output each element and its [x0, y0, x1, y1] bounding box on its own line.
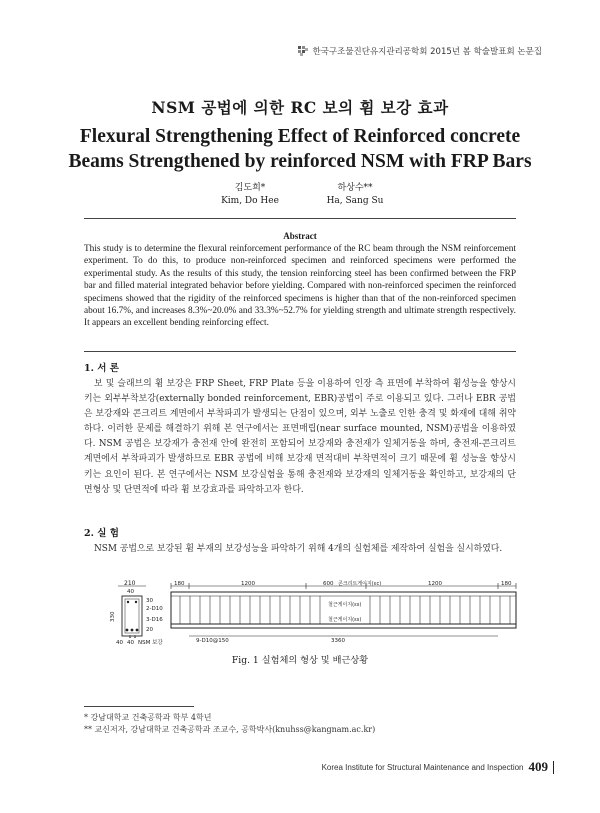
author-2-name-ko: 하상수** — [337, 183, 373, 193]
page-header — [298, 45, 542, 57]
abstract-text: This study is to determine the flexural reinforcement performance of the RC beam through the NSM reinforcement experiment. To do this, to produce non-reinforced specimen and reinforced specimens were performed the experimental study. As the results of this study, the tension reinforcing steel has been confirmed between the FRP bar and filled material integrated behavior before yielding. Compared with non-reinforced specimen the reinforced specimens showed that the rigidity of the reinforced specimens is higher than that of the non-reinforced specimen about 16.7%, and increases 8.3%~20.0% and 33.3%~52.7% for yielding strength and ultimate strength respectively. It appears an excellent bending reinforcing effect. — [84, 244, 516, 329]
dim-bottom: 40 — [116, 640, 123, 646]
page-number: 409 — [528, 759, 548, 774]
author-2 — [310, 182, 400, 208]
abstract-bottom-rule — [84, 351, 516, 352]
stirrup-spec: 9-D10@150 — [196, 638, 229, 644]
dim-cover: 40 — [127, 589, 134, 595]
label-nsm: NSM 보강 — [138, 640, 163, 646]
footer-bar — [553, 761, 554, 774]
dim-width: 210 — [124, 580, 136, 587]
author-1-name-en: Kim, Do Hee — [221, 196, 279, 206]
author-1 — [205, 182, 295, 208]
span-3: 600 — [323, 581, 334, 587]
section-1-heading: 1. 서 론 — [84, 363, 119, 374]
figure-caption: Fig. 1 실험체의 형상 및 배근상황 — [231, 655, 369, 666]
title-english: Flexural Strengthening Effect of Reinforced concrete Beams Strengthened by reinforced NSM with FRP Bars — [68, 126, 532, 172]
label-bottom-bars: 3-D16 — [146, 617, 163, 623]
total-span: 3360 — [331, 638, 345, 644]
cross-section-diagram — [110, 580, 163, 646]
gauge-steel-2: 철근게이지(εs) — [328, 617, 362, 623]
footer-org: Korea Institute for Structural Maintenance and Inspection — [321, 762, 524, 772]
journal-logo-icon — [298, 46, 308, 56]
span-2: 1200 — [241, 581, 255, 587]
dim-height: 330 — [110, 611, 116, 622]
gauge-concrete: 콘크리트게이지(εc) — [338, 581, 382, 587]
specimen-figure — [110, 580, 520, 650]
footnote-2: ** 교신저자, 강남대학교 건축공학과 조교수, 공학박사(knuhss@kangnam.ac.kr) — [84, 725, 376, 734]
dim-bottom-2: 40 — [127, 640, 134, 646]
journal-name: 한국구조물진단유지관리공학회 2015년 봄 학술발표회 논문집 — [312, 47, 542, 57]
abstract-top-rule — [84, 218, 516, 219]
footnote-1: * 강남대학교 건축공학과 학부 4학년 — [84, 713, 212, 722]
section-2-heading: 2. 실 험 — [84, 528, 119, 539]
label-cover-bottom: 20 — [146, 627, 153, 633]
abstract-heading: Abstract — [283, 231, 317, 241]
span-5: 180 — [501, 581, 512, 587]
span-1: 180 — [174, 581, 185, 587]
page-footer — [322, 759, 554, 775]
elevation-diagram — [171, 580, 516, 644]
span-4: 1200 — [428, 581, 442, 587]
label-top-bars: 2-D10 — [146, 606, 163, 612]
section-2-text: NSM 공법으로 보강된 휨 부재의 보강성능을 파악하기 위해 4개의 실험체를 제작하여 실험을 실시하였다. — [94, 544, 503, 554]
author-2-name-en: Ha, Sang Su — [326, 196, 384, 206]
footnote-rule — [84, 706, 194, 707]
dim-spacing: 30 — [146, 598, 153, 604]
author-1-name-ko: 김도희* — [234, 183, 266, 193]
section-1-text: 보 및 슬래브의 휨 보강은 FRP Sheet, FRP Plate 등을 이용하여 인장 측 표면에 부착하여 휨성능을 향상시키는 외부부착보강(externally bonded reinforcement, EBR)공법이 주로 이용되고 있다. 그러나 EBR 공법은 보강재와 콘크리트 계면에서 부착파괴가 발생되는 단점이 있으며, 외부 노출로 인한 충격 및 화재에 대해 취약하다. 이러한 문제를 해결하기 위해 본 연구에서는 표면매립(near surface mounted, NSM)공법을 이용하였다. NSM 공법은 보강재가 충전재 안에 완전히 포함되어 보강재와 충전재가 일체거동을 하며, 충전재-콘크리트 계면에서 부착파괴가 발생하므로 EBR 공법에 비해 보강재 면적대비 부착면적이 크기 때문에 휨 성능을 향상시키는 요인이 된다. 본 연구에서는 NSM 보강실험을 통해 충전재와 보강재의 일체거동을 확인하고, 보강재의 단면형상 및 단면적에 따라 휨 보강효과를 파악하고자 한다. — [84, 379, 516, 495]
title-korean: NSM 공법에 의한 RC 보의 휨 보강 효과 — [151, 98, 449, 117]
gauge-steel-1: 철근게이지(εs) — [328, 602, 362, 608]
